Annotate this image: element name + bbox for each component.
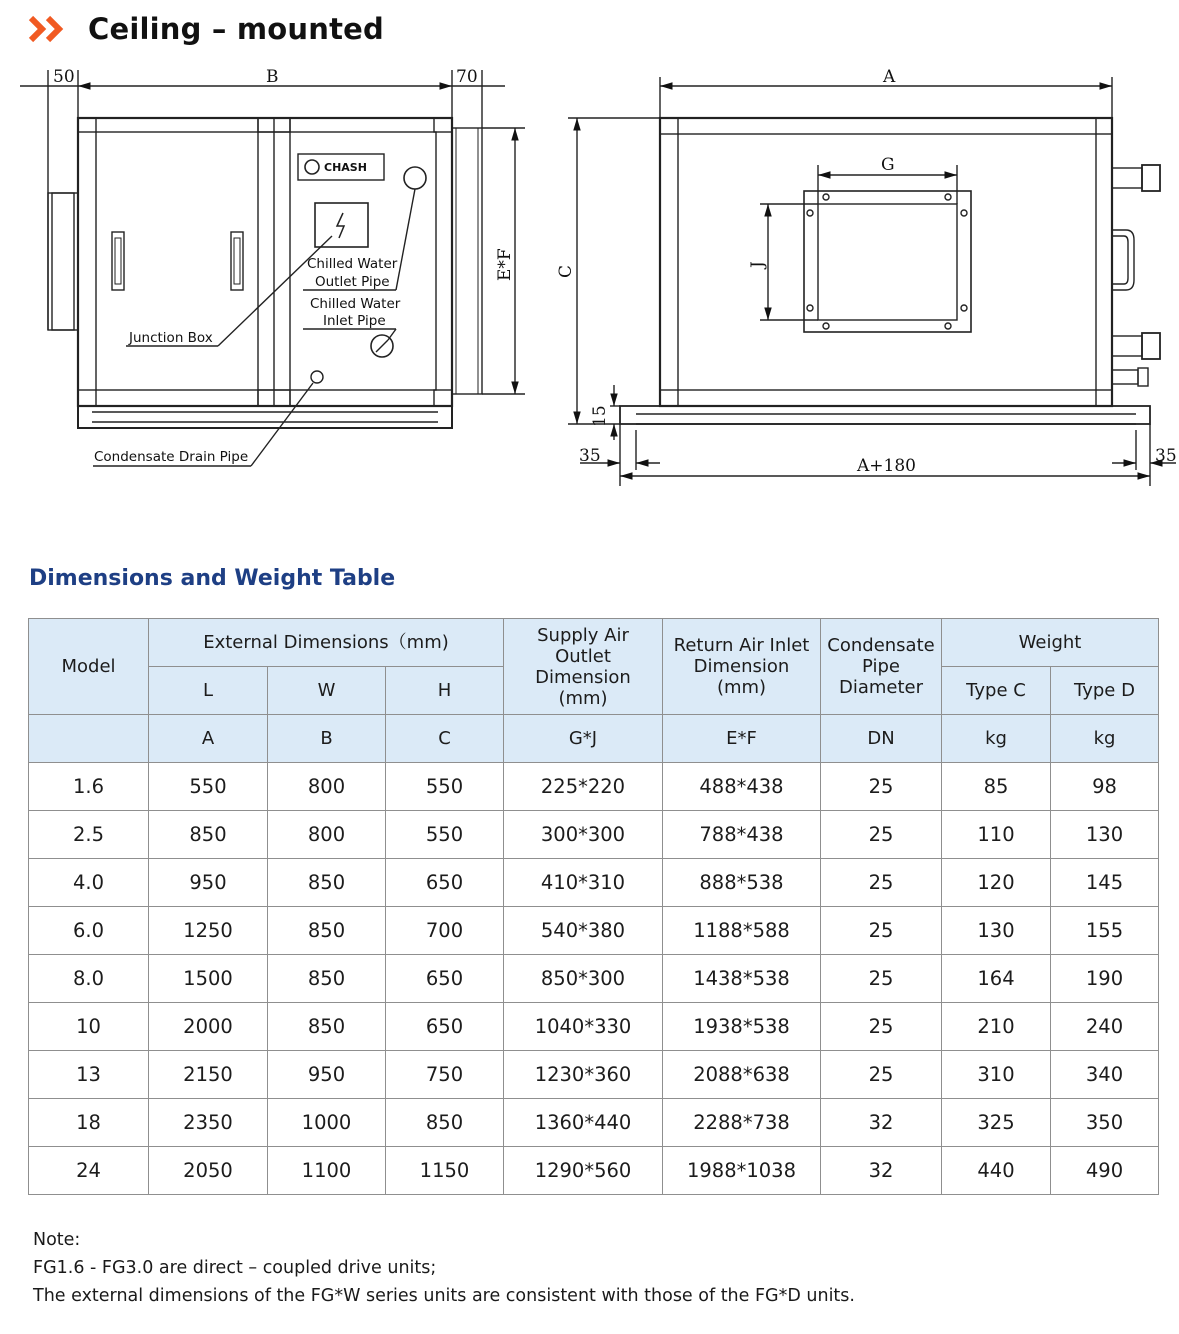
- table-cell: 1360*440: [504, 1099, 663, 1147]
- table-body: [29, 763, 1159, 1195]
- table-cell: 2288*738: [663, 1099, 821, 1147]
- header-type-d: Type D: [1051, 667, 1159, 715]
- table-cell: 440: [942, 1147, 1051, 1195]
- table-cell: 1000: [268, 1099, 386, 1147]
- table-cell: 145: [1051, 859, 1159, 907]
- table-cell: 1938*538: [663, 1003, 821, 1051]
- header-return-air-inlet: [663, 619, 821, 715]
- table-row: [29, 811, 1159, 859]
- table-cell: 25: [821, 1003, 942, 1051]
- inlet-pipe-label-1: Chilled Water: [310, 296, 401, 312]
- table-cell: 110: [942, 811, 1051, 859]
- table-cell: 85: [942, 763, 1051, 811]
- table-cell: 340: [1051, 1051, 1159, 1099]
- table-cell: 25: [821, 859, 942, 907]
- table-cell: 650: [386, 1003, 504, 1051]
- subheader-empty: [29, 715, 149, 763]
- table-cell: 1500: [149, 955, 268, 1003]
- table-cell: 18: [29, 1099, 149, 1147]
- table-row: [29, 907, 1159, 955]
- outlet-pipe-label-1: Chilled Water: [307, 256, 398, 272]
- table-cell: 2150: [149, 1051, 268, 1099]
- table-cell: 325: [942, 1099, 1051, 1147]
- outlet-pipe-label-2: Outlet Pipe: [315, 274, 390, 290]
- table-cell: 850*300: [504, 955, 663, 1003]
- dim-35-right-label: 35: [1155, 446, 1177, 466]
- table-cell: 13: [29, 1051, 149, 1099]
- table-cell: 2088*638: [663, 1051, 821, 1099]
- dim-a-label: A: [883, 67, 896, 87]
- table-cell: 130: [1051, 811, 1159, 859]
- header-external-dimensions: External Dimensions（mm): [149, 619, 504, 667]
- table-cell: 1100: [268, 1147, 386, 1195]
- table-cell: 130: [942, 907, 1051, 955]
- table-cell: 650: [386, 955, 504, 1003]
- table-cell: 550: [386, 811, 504, 859]
- header-weight: Weight: [942, 619, 1159, 667]
- table-row: [29, 955, 1159, 1003]
- table-cell: 25: [821, 763, 942, 811]
- unit-dimension-drawing: [0, 55, 1179, 495]
- dim-c-label: C: [556, 264, 576, 278]
- table-cell: 700: [386, 907, 504, 955]
- front-view: [568, 77, 1176, 486]
- page-header: [28, 8, 384, 50]
- table-cell: 850: [268, 955, 386, 1003]
- table-cell: 850: [149, 811, 268, 859]
- table-cell: 240: [1051, 1003, 1159, 1051]
- note-line-2: The external dimensions of the FG*W series units are consistent with those of the FG*D units.: [33, 1286, 855, 1306]
- table-cell: 2000: [149, 1003, 268, 1051]
- table-row: [29, 1147, 1159, 1195]
- table-cell: 1188*588: [663, 907, 821, 955]
- table-cell: 800: [268, 763, 386, 811]
- subheader-c: C: [386, 715, 504, 763]
- table-cell: 850: [268, 859, 386, 907]
- table-cell: 225*220: [504, 763, 663, 811]
- subheader-dn: DN: [821, 715, 942, 763]
- dim-50-label: 50: [53, 67, 75, 87]
- header-l: L: [149, 667, 268, 715]
- table-row: [29, 1051, 1159, 1099]
- table-cell: 210: [942, 1003, 1051, 1051]
- table-cell: 25: [821, 811, 942, 859]
- table-row: [29, 763, 1159, 811]
- table-cell: 1040*330: [504, 1003, 663, 1051]
- table-cell: 488*438: [663, 763, 821, 811]
- dim-70-label: 70: [456, 67, 478, 87]
- table-cell: 1250: [149, 907, 268, 955]
- dim-j-label: J: [748, 261, 768, 268]
- table-cell: 1438*538: [663, 955, 821, 1003]
- subheader-a: A: [149, 715, 268, 763]
- table-cell: 4.0: [29, 859, 149, 907]
- table-cell: 300*300: [504, 811, 663, 859]
- table-cell: 950: [149, 859, 268, 907]
- table-cell: 550: [149, 763, 268, 811]
- brand-logo: CHASH: [324, 161, 367, 174]
- table-cell: 788*438: [663, 811, 821, 859]
- subheader-kg-d: kg: [1051, 715, 1159, 763]
- table-cell: 32: [821, 1099, 942, 1147]
- header-condensate-pipe: [821, 619, 942, 715]
- table-cell: 850: [268, 907, 386, 955]
- dim-ef-label: E*F: [495, 248, 515, 281]
- table-cell: 25: [821, 955, 942, 1003]
- table-cell: 550: [386, 763, 504, 811]
- table-cell: 540*380: [504, 907, 663, 955]
- table-cell: 8.0: [29, 955, 149, 1003]
- table-cell: 25: [821, 1051, 942, 1099]
- table-cell: 6.0: [29, 907, 149, 955]
- header-supply-air-outlet: [504, 619, 663, 715]
- table-cell: 1150: [386, 1147, 504, 1195]
- dim-15-label: 15: [590, 405, 610, 427]
- drain-pipe-label: Condensate Drain Pipe: [94, 449, 249, 465]
- table-row: [29, 1003, 1159, 1051]
- header-h: H: [386, 667, 504, 715]
- side-view: [20, 70, 525, 466]
- table-cell: 800: [268, 811, 386, 859]
- table-cell: 750: [386, 1051, 504, 1099]
- table-cell: 155: [1051, 907, 1159, 955]
- page-title: Ceiling – mounted: [88, 12, 384, 46]
- table-cell: 1.6: [29, 763, 149, 811]
- table-cell: 164: [942, 955, 1051, 1003]
- header-model: Model: [29, 619, 149, 715]
- notes: [33, 1226, 855, 1310]
- table-cell: 850: [386, 1099, 504, 1147]
- table-cell: 2350: [149, 1099, 268, 1147]
- dim-b-label: B: [266, 67, 279, 87]
- table-cell: 10: [29, 1003, 149, 1051]
- subheader-gj: G*J: [504, 715, 663, 763]
- subheader-kg-c: kg: [942, 715, 1051, 763]
- table-cell: 98: [1051, 763, 1159, 811]
- inlet-pipe-label-2: Inlet Pipe: [323, 313, 386, 329]
- junction-box-label: Junction Box: [129, 330, 213, 346]
- table-cell: 950: [268, 1051, 386, 1099]
- table-cell: 32: [821, 1147, 942, 1195]
- table-row: [29, 859, 1159, 907]
- dimensions-weight-table: [28, 618, 1159, 1195]
- subheader-ef: E*F: [663, 715, 821, 763]
- header-type-c: Type C: [942, 667, 1051, 715]
- header-supply-text: Supply Air Outlet Dimension (mm): [535, 624, 631, 709]
- table-cell: 850: [268, 1003, 386, 1051]
- table-cell: 650: [386, 859, 504, 907]
- table-cell: 350: [1051, 1099, 1159, 1147]
- dim-35-left-label: 35: [579, 446, 601, 466]
- double-chevron-icon: [28, 14, 68, 44]
- table-cell: 120: [942, 859, 1051, 907]
- note-label: Note:: [33, 1230, 81, 1250]
- table-row: [29, 1099, 1159, 1147]
- table-cell: 2050: [149, 1147, 268, 1195]
- subheader-b: B: [268, 715, 386, 763]
- table-cell: 190: [1051, 955, 1159, 1003]
- header-w: W: [268, 667, 386, 715]
- table-cell: 24: [29, 1147, 149, 1195]
- table-cell: 410*310: [504, 859, 663, 907]
- table-cell: 888*538: [663, 859, 821, 907]
- table-cell: 2.5: [29, 811, 149, 859]
- header-condensate-text: Condensate Pipe Diameter: [827, 635, 935, 698]
- table-cell: 1988*1038: [663, 1147, 821, 1195]
- note-line-1: FG1.6 - FG3.0 are direct – coupled drive units;: [33, 1258, 437, 1278]
- table-cell: 1230*360: [504, 1051, 663, 1099]
- table-cell: 490: [1051, 1147, 1159, 1195]
- table-cell: 25: [821, 907, 942, 955]
- dim-g-label: G: [881, 155, 895, 175]
- header-return-text: Return Air Inlet Dimension (mm): [673, 635, 810, 698]
- section-title: Dimensions and Weight Table: [29, 566, 396, 591]
- table-cell: 310: [942, 1051, 1051, 1099]
- dim-a180-label: A+180: [857, 456, 916, 476]
- table-cell: 1290*560: [504, 1147, 663, 1195]
